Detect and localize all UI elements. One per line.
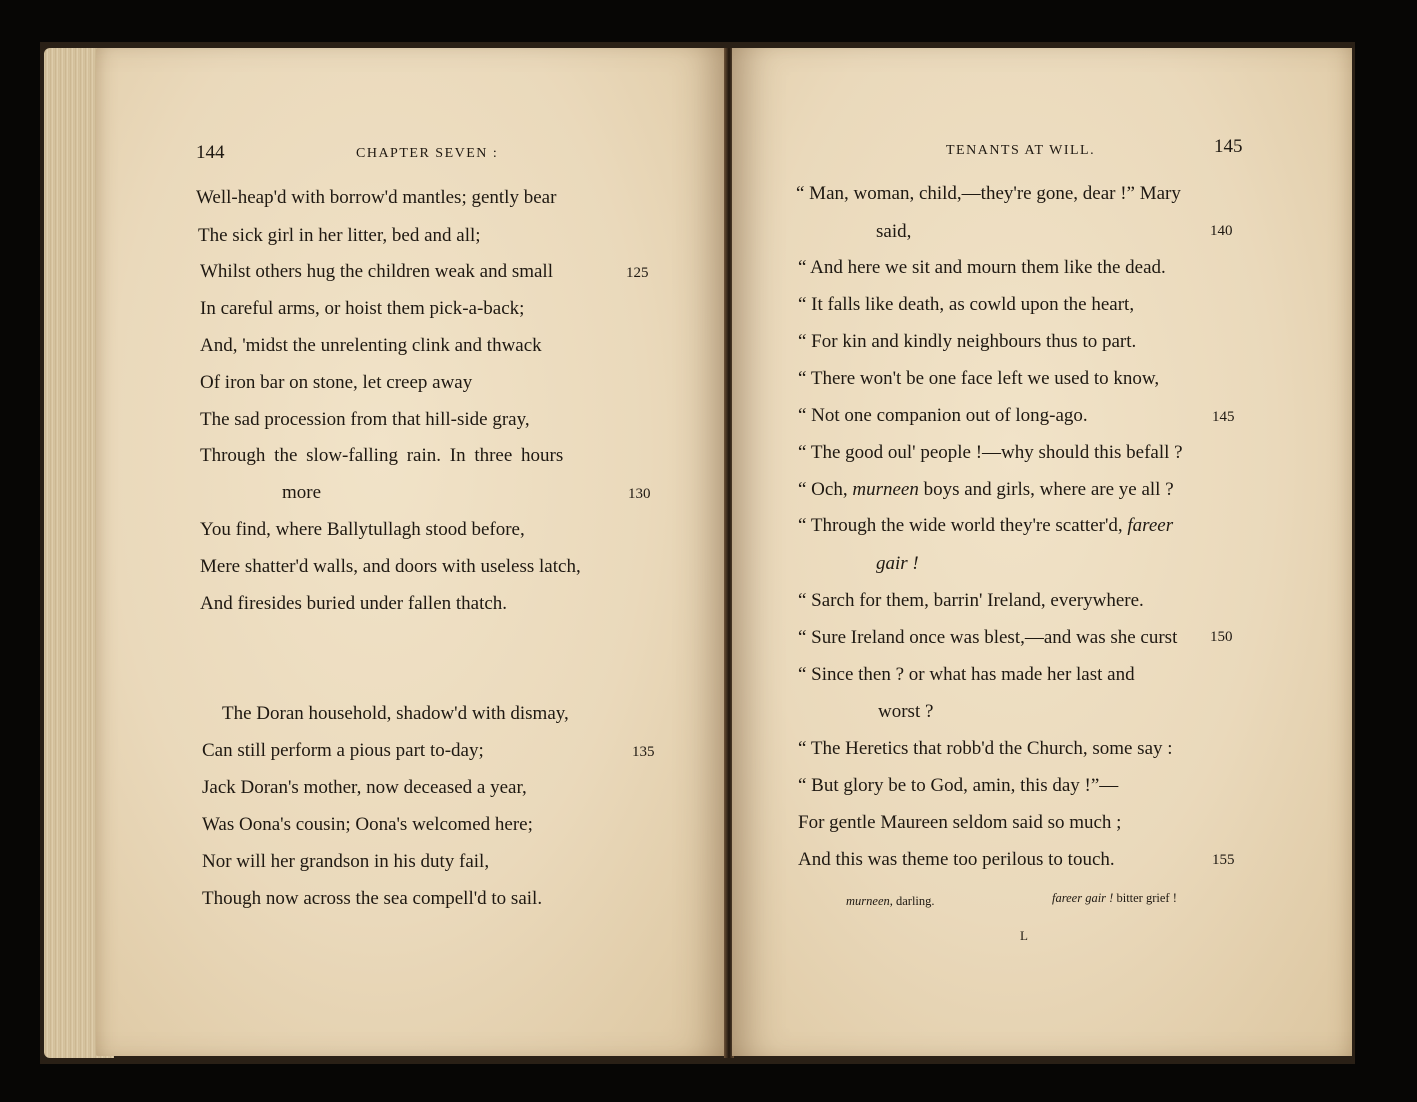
verse-line: The Doran household, shadow'd with dismay, xyxy=(222,703,569,724)
verse-line: “ Sarch for them, barrin' Ireland, everywhere. xyxy=(798,590,1144,611)
line-number: 135 xyxy=(632,744,655,760)
verse-line: Whilst others hug the children weak and small xyxy=(200,261,553,282)
verse-line: Jack Doran's mother, now deceased a year, xyxy=(202,777,527,798)
verse-line: The sick girl in her litter, bed and all; xyxy=(198,225,481,246)
right-page xyxy=(732,48,1352,1056)
verse-line: “ Through the wide world they're scatter'd, fareer xyxy=(798,515,1174,536)
verse-line: Can still perform a pious part to-day; xyxy=(202,740,484,761)
verse-line: “ But glory be to God, amin, this day !”— xyxy=(798,775,1119,796)
verse-line: said, xyxy=(876,221,912,242)
verse-line: “ Och, murneen boys and girls, where are ye all ? xyxy=(798,479,1174,500)
verse-line: Well-heap'd with borrow'd mantles; gently bear xyxy=(196,187,557,208)
verse-line: “ And here we sit and mourn them like the dead. xyxy=(798,257,1166,278)
verse-line: And firesides buried under fallen thatch. xyxy=(200,593,508,614)
verse-line: Through the slow-falling rain. In three hours xyxy=(200,445,564,466)
verse-line: And, 'midst the unrelenting clink and thwack xyxy=(200,335,542,356)
verse-line: worst ? xyxy=(878,701,934,722)
line-number: 140 xyxy=(1210,223,1233,239)
page-number: 145 xyxy=(1214,136,1243,157)
line-number: 125 xyxy=(626,265,649,281)
line-number: 155 xyxy=(1212,852,1235,868)
line-number: 145 xyxy=(1212,409,1235,425)
verse-line: Of iron bar on stone, let creep away xyxy=(200,372,473,393)
verse-line: The sad procession from that hill-side gray, xyxy=(200,409,530,430)
verse-line: gair ! xyxy=(876,553,919,574)
footnote: murneen, darling. xyxy=(846,894,935,908)
verse-line: In careful arms, or hoist them pick-a-back; xyxy=(200,298,525,319)
verse-line: Mere shatter'd walls, and doors with useless latch, xyxy=(200,556,581,577)
verse-line: “ The Heretics that robb'd the Church, some say : xyxy=(798,738,1173,759)
line-number: 130 xyxy=(628,486,651,502)
verse-line: For gentle Maureen seldom said so much ; xyxy=(798,812,1122,833)
verse-line: “ It falls like death, as cowld upon the heart, xyxy=(798,294,1135,315)
verse-line: “ The good oul' people !—why should this befall ? xyxy=(798,442,1183,463)
running-head: CHAPTER SEVEN : xyxy=(356,146,499,161)
line-number: 150 xyxy=(1210,629,1233,645)
verse-line: Nor will her grandson in his duty fail, xyxy=(202,851,490,872)
verse-line: more xyxy=(282,482,322,503)
verse-line: “ Man, woman, child,—they're gone, dear !” Mary xyxy=(796,183,1181,204)
page-number: 144 xyxy=(196,142,225,163)
verse-line: “ Sure Ireland once was blest,—and was she curst xyxy=(798,627,1178,648)
verse-line: Was Oona's cousin; Oona's welcomed here; xyxy=(202,814,533,835)
signature-mark: L xyxy=(1020,928,1028,943)
footnote: fareer gair ! bitter grief ! xyxy=(1052,891,1177,905)
verse-line: Though now across the sea compell'd to sail. xyxy=(202,888,543,909)
verse-line: “ There won't be one face left we used to know, xyxy=(798,368,1160,389)
running-head: TENANTS AT WILL. xyxy=(946,143,1096,158)
verse-line: You find, where Ballytullagh stood before, xyxy=(200,519,525,540)
left-page xyxy=(96,48,726,1056)
verse-line: And this was theme too perilous to touch. xyxy=(798,849,1115,870)
verse-line: “ Since then ? or what has made her last and xyxy=(798,664,1135,685)
verse-line: “ For kin and kindly neighbours thus to part. xyxy=(798,331,1137,352)
verse-line: “ Not one companion out of long-ago. xyxy=(798,405,1088,426)
